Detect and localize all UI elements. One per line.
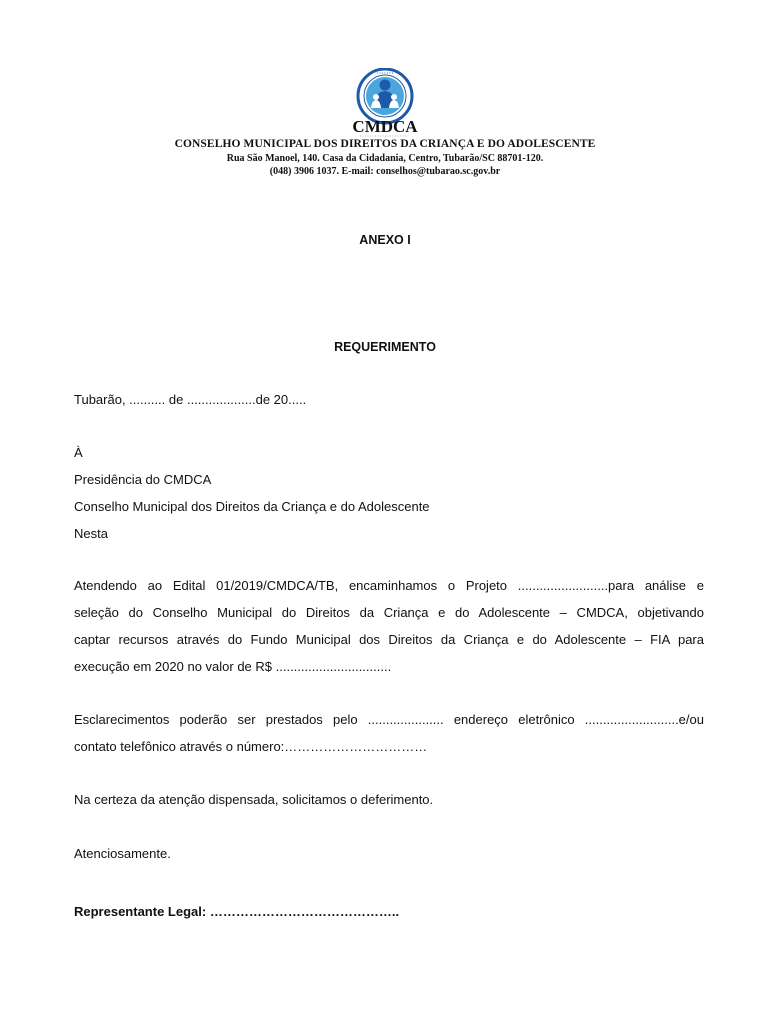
organization-name: CONSELHO MUNICIPAL DOS DIREITOS DA CRIANÇA E DO ADOLESCENTE <box>174 138 596 150</box>
organization-address: Rua São Manoel, 140. Casa da Cidadania, Centro, Tubarão/SC 88701-120. <box>226 153 544 164</box>
paragraph-2-line-1: Esclarecimentos poderão ser prestados pelo ..................... endereço eletrônico ..........................e/ou <box>74 712 704 727</box>
date-line: Tubarão, .......... de ...................de 20..... <box>74 392 307 407</box>
svg-text:• • • • • • •: • • • • • • • <box>376 70 394 75</box>
logo-wordmark: CMDCA <box>352 117 418 136</box>
signature-line <box>74 904 399 919</box>
cmdca-logo <box>332 68 438 140</box>
paragraph-1-line-4: execução em 2020 no valor de R$ ................................ <box>74 659 392 674</box>
request-title: REQUERIMENTO <box>334 340 436 354</box>
paragraph-1-line-1: Atendendo ao Edital 01/2019/CMDCA/TB, encaminhamos o Projeto .........................para análise e <box>74 578 704 593</box>
recipient-line-1: Presidência do CMDCA <box>74 472 212 487</box>
closing-request: Na certeza da atenção dispensada, solicitamos o deferimento. <box>74 792 434 807</box>
recipient-line-2: Conselho Municipal dos Direitos da Criança e do Adolescente <box>74 499 430 514</box>
signature-blank: …………………………………….. <box>209 904 400 919</box>
recipient-salutation: À <box>74 445 83 460</box>
annex-title: ANEXO I <box>359 233 411 247</box>
paragraph-2-line-2: contato telefônico através o número:…………………………… <box>74 739 428 754</box>
paragraph-1-line-3: captar recursos através do Fundo Municipal dos Direitos da Criança e do Adolescente – FIA para <box>74 632 704 647</box>
closing-salutation: Atenciosamente. <box>74 846 171 861</box>
organization-contact: (048) 3906 1037. E-mail: conselhos@tubarao.sc.gov.br <box>269 166 501 177</box>
recipient-line-3: Nesta <box>74 526 108 541</box>
signature-label: Representante Legal: <box>74 904 207 919</box>
paragraph-1-line-2: seleção do Conselho Municipal do Direitos da Criança e do Adolescente – CMDCA, objetivando <box>74 605 704 620</box>
